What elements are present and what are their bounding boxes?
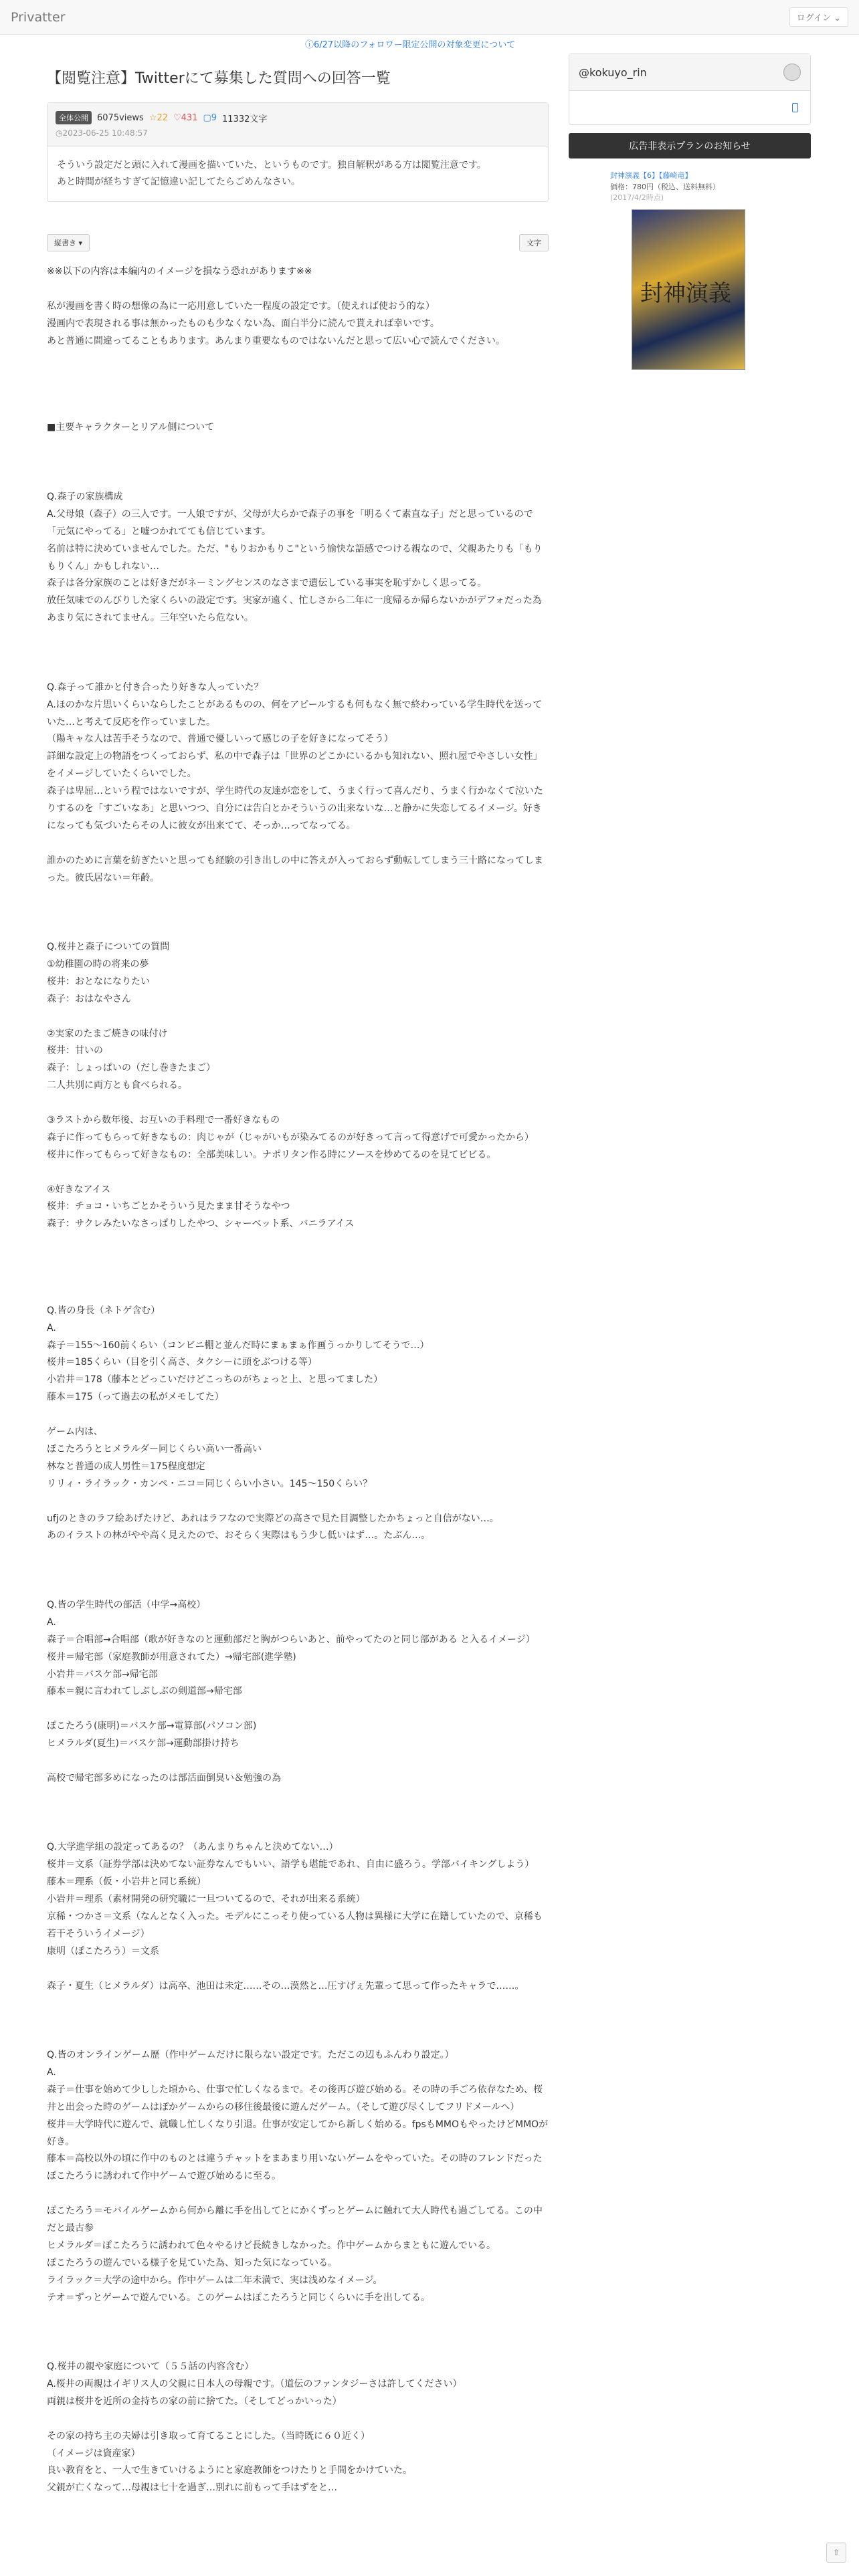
book-price: 価格：780円（税込、送料無料） bbox=[610, 182, 720, 191]
ad-free-plan-button[interactable]: 広告非表示プランのお知らせ bbox=[569, 133, 811, 158]
hearts-count[interactable]: ♡431 bbox=[173, 112, 198, 123]
visibility-badge: 全体公開 bbox=[56, 111, 92, 124]
book-ad bbox=[610, 171, 811, 370]
scroll-top-button[interactable]: ⇧ bbox=[826, 2543, 846, 2563]
book-date: (2017/4/2時点) bbox=[610, 193, 664, 202]
post-meta-card bbox=[47, 102, 549, 202]
main-content bbox=[47, 53, 549, 2497]
login-dropdown[interactable]: ログイン ⌄ bbox=[789, 7, 848, 27]
writing-mode-dropdown[interactable]: 縦書き ▾ bbox=[47, 234, 90, 251]
user-name[interactable]: @kokuyo_rin bbox=[579, 66, 647, 79]
avatar[interactable] bbox=[783, 64, 801, 81]
book-cover-title: 封神演義 bbox=[640, 280, 731, 307]
book-title-link[interactable]: 封神演義【6】【藤崎竜】 bbox=[610, 171, 692, 180]
bookmarks-count[interactable]: ▢9 bbox=[203, 112, 217, 123]
brand-logo[interactable]: Privatter bbox=[11, 9, 66, 25]
notice-link[interactable]: ⓘ6/27以降のフォロワー限定公開の対象変更について bbox=[305, 40, 516, 50]
sidebar bbox=[569, 53, 811, 370]
navbar bbox=[0, 0, 859, 35]
user-card bbox=[569, 53, 811, 125]
book-cover-image[interactable] bbox=[632, 209, 745, 370]
post-body: ※※以下の内容は本編内のイメージを損なう恐れがあります※※ 私が漫画を書く時の想像の為に一応用意していた一程度の設定です。（使えれば使おう的な） 漫画内で表現される事は無かったものも少なくない為、面白半分に読んで貰えれば幸いです。 あと普通に間違ってることもあります。あんまり重要なものではないんだと思って広い心で読んでください。 ■主要キャラクターとリアル側について Q.森子の家族構成 A.父母娘（森子）の三人です。一人娘ですが、父母が大らかで森子の事を「明るくて素直な子」だと思っているので「元気にやってる」と嘘つかれてても信じています。 名前は特に決めていませんでした。ただ、"もりおかもりこ"という愉快な語感でつける親なので、父親あたりも「もりもりくん」かもしれない… 森子は各分家族のことは好きだがネーミングセンスのなさまで遺伝している事実を恥ずかしく思ってる。 放任気味でのんびりした家くらいの設定です。実家が遠く、忙しさから二年に一度帰るか帰らないかがデフォだった為あまり気にされてません。三年空いたら危ない。 Q.森子って誰かと付き合ったり好きな人っていた？ A.ほのかな片思いくらいならしたことがあるものの、何をアピールするも何もなく無で終わっている学生時代を送っていた…と考えて反応を作っていました。 （陽キャな人は苦手そうなので、普通で優しいって感じの子を好きになってそう） 詳細な設定上の物語をつくっておらず、私の中で森子は「世界のどこかにいるかも知れない、照れ屋でやさしい女性」をイメージしていたくらいでした。 森子は卑屈…という程ではないですが、学生時代の友達が恋をして、うまく行って喜んだり、うまく行かなくて泣いたりするのを「すごいなあ」と思いつつ、自分には告白とかそういうの出来ないな…と静かに失恋してるイメージ。好きになっても気づいたらその人に彼女が出来てて、そっか…ってなってる。 誰かのために言葉を紡ぎたいと思っても経験の引き出しの中に答えが入っておらず動転してしまう三十路になってしまった。彼氏居ない＝年齢。 Q.桜井と森子についての質問 ①幼稚園の時の将来の夢 桜井：おとなになりたい 森子：おはなやさん ②実家のたまご焼きの味付け 桜井：甘いの 森子：しょっぱいの（だし巻きたまご） 二人共別に両方とも食べられる。 ③ラストから数年後、お互いの手料理で一番好きなもの 森子に作ってもらって好きなもの：肉じゃが（じゃがいもが染みてるのが好きって言って得意げで可愛かったから） 桜井に作ってもらって好きなもの：全部美味しい。ナポリタン作る時にソースを炒めてるのを見てビビる。 ④好きなアイス 桜井：チョコ・いちごとかそういう見たまま甘そうなやつ 森子：サクレみたいなさっぱりしたやつ、シャーベット系、バニラアイス Q.皆の身長（ネトゲ含む） A. 森子＝155～160前くらい（コンビニ棚と並んだ時にまぁまぁ作画うっかりしてそうで…） 桜井＝185くらい（目を引く高さ、タクシーに頭をぶつける等） 小岩井＝178（藤本とどっこいだけどこっちのがちょっと上、と思ってました） 藤本＝175（って過去の私がメモしてた） ゲーム内は、 ぽこたろうとヒメラルダー同じくらい高い一番高い 林なと普通の成人男性＝175程度想定 リリィ・ライラック・カンペ・ニコ＝同じくらい小さい。145～150くらい？ ufjのときのラフ絵あげたけど、あれはラフなので実際どの高さで見た目調整したかちょっと自信がない…。 あのイラストの林がやや高く見えたので、おそらく実際はもう少し低いはず…。たぶん…。 Q.皆の学生時代の部活（中学→高校） A. 森子＝合唱部→合唱部（歌が好きなのと運動部だと胸がつらいあと、前やってたのと同じ部がある と入るイメージ） 桜井＝帰宅部（家庭教師が用意されてた）→帰宅部(進学塾) 小岩井＝バスケ部→帰宅部 藤本＝親に言われてしぶしぶの剣道部→帰宅部 ぽこたろう(康明)＝バスケ部→電算部(パソコン部) ヒメラルダ(夏生)＝バスケ部→運動部掛け持ち 高校で帰宅部多めになったのは部活面倒臭い＆勉強の為 Q.大学進学組の設定ってあるの？（あんまりちゃんと決めてない…） 桜井＝文系（証券学部は決めてない証券なんでもいい、語学も堪能であれ、自由に盛ろう。学部バイキングしよう） 藤本＝理系（仮・小岩井と同じ系統） 小岩井＝理系（素材開発の研究職に一旦ついてるので、それが出来る系統） 京稀・つかさ＝文系（なんとなく入った。モデルにこっそり使っている人物は異様に大学に在籍していたので、京稀も若干そういうイメージ） 康明（ぽこたろう）＝文系 森子・夏生（ヒメラルダ）は高卒、池田は未定……その…漠然と…圧すげぇ先輩って思って作ったキャラで……。 Q.皆のオンラインゲーム歴（作中ゲームだけに限らない設定です。ただこの辺もふんわり設定。） A. 森子＝仕事を始めて少しした頃から、仕事で忙しくなるまで。その後再び遊び始める。その時の手ごろ依存なため、桜井と出会った時のゲームはぽかゲームからの移住後最後に遊んだゲーム。（そして遊び尽くしてフリドメールへ） 桜井＝大学時代に遊んで、就職し忙しくなり引退。仕事が安定してから新しく始める。fpsもMMOもやったけどMMOが好き。 藤本＝高校以外の頃に作中のものとは違うチャットをまあまり用いないゲームをやっていた。その時のフレンドだったぽこたろうに誘われて作中ゲームで遊び始めるに至る。 ぽこたろう＝モバイルゲームから何から離に手を出してとにかくずっとゲームに触れて大人時代も過ごしてる。この中だと最古参 ヒメラルダ＝ぽこたろうに誘われて色々やるけど長続きしなかった。作中ゲームからまともに遊んでいる。 ぽこたろうの遊んでいる様子を見ていた為、知った気になっている。 ライラック＝大学の途中から。作中ゲームは二年未満で、実は浅めなイメージ。 テオ＝ずっとゲームで遊んでいる。このゲームはぽこたろうと同じくらいに手を出してる。 Q.桜井の親や家庭について（５５話の内容含む） A.桜井の両親はイギリス人の父親に日本人の母親です。（道伝のファンタジーさは許してください） 両親は桜井を近所の金持ちの家の前に捨てた。（そしてどっかいった） その家の持ち主の夫婦は引き取って育てることにした。（当時既に６０近く） （イメージは資産家） 良い教育をと、一人で生きていけるようにと家庭教師をつけたりと手間をかけていた。 父親が亡くなって…母親は七十を過ぎ…別れに前もって手はずをと… bbox=[47, 266, 549, 2494]
post-meta bbox=[47, 103, 548, 146]
reader-tools bbox=[47, 234, 549, 251]
font-size-button[interactable]: 文字 bbox=[519, 234, 549, 251]
bookmark-icon[interactable] bbox=[792, 103, 798, 112]
views-count: 6075views bbox=[97, 112, 144, 123]
likes-count[interactable]: ☆22 bbox=[149, 112, 168, 123]
page-title: 【閲覧注意】Twitterにて募集した質問への回答一覧 bbox=[47, 70, 391, 87]
post-caption: そういう設定だと頭に入れて漫画を描いていた、というものです。独自解釈がある方は閲覧注意です。 あと時間が経ちすぎて記憶違い記してたらごめんなさい。 bbox=[57, 160, 486, 188]
post-date: ◷2023-06-25 10:48:57 bbox=[56, 128, 148, 138]
char-count: 11332文字 bbox=[222, 114, 268, 124]
